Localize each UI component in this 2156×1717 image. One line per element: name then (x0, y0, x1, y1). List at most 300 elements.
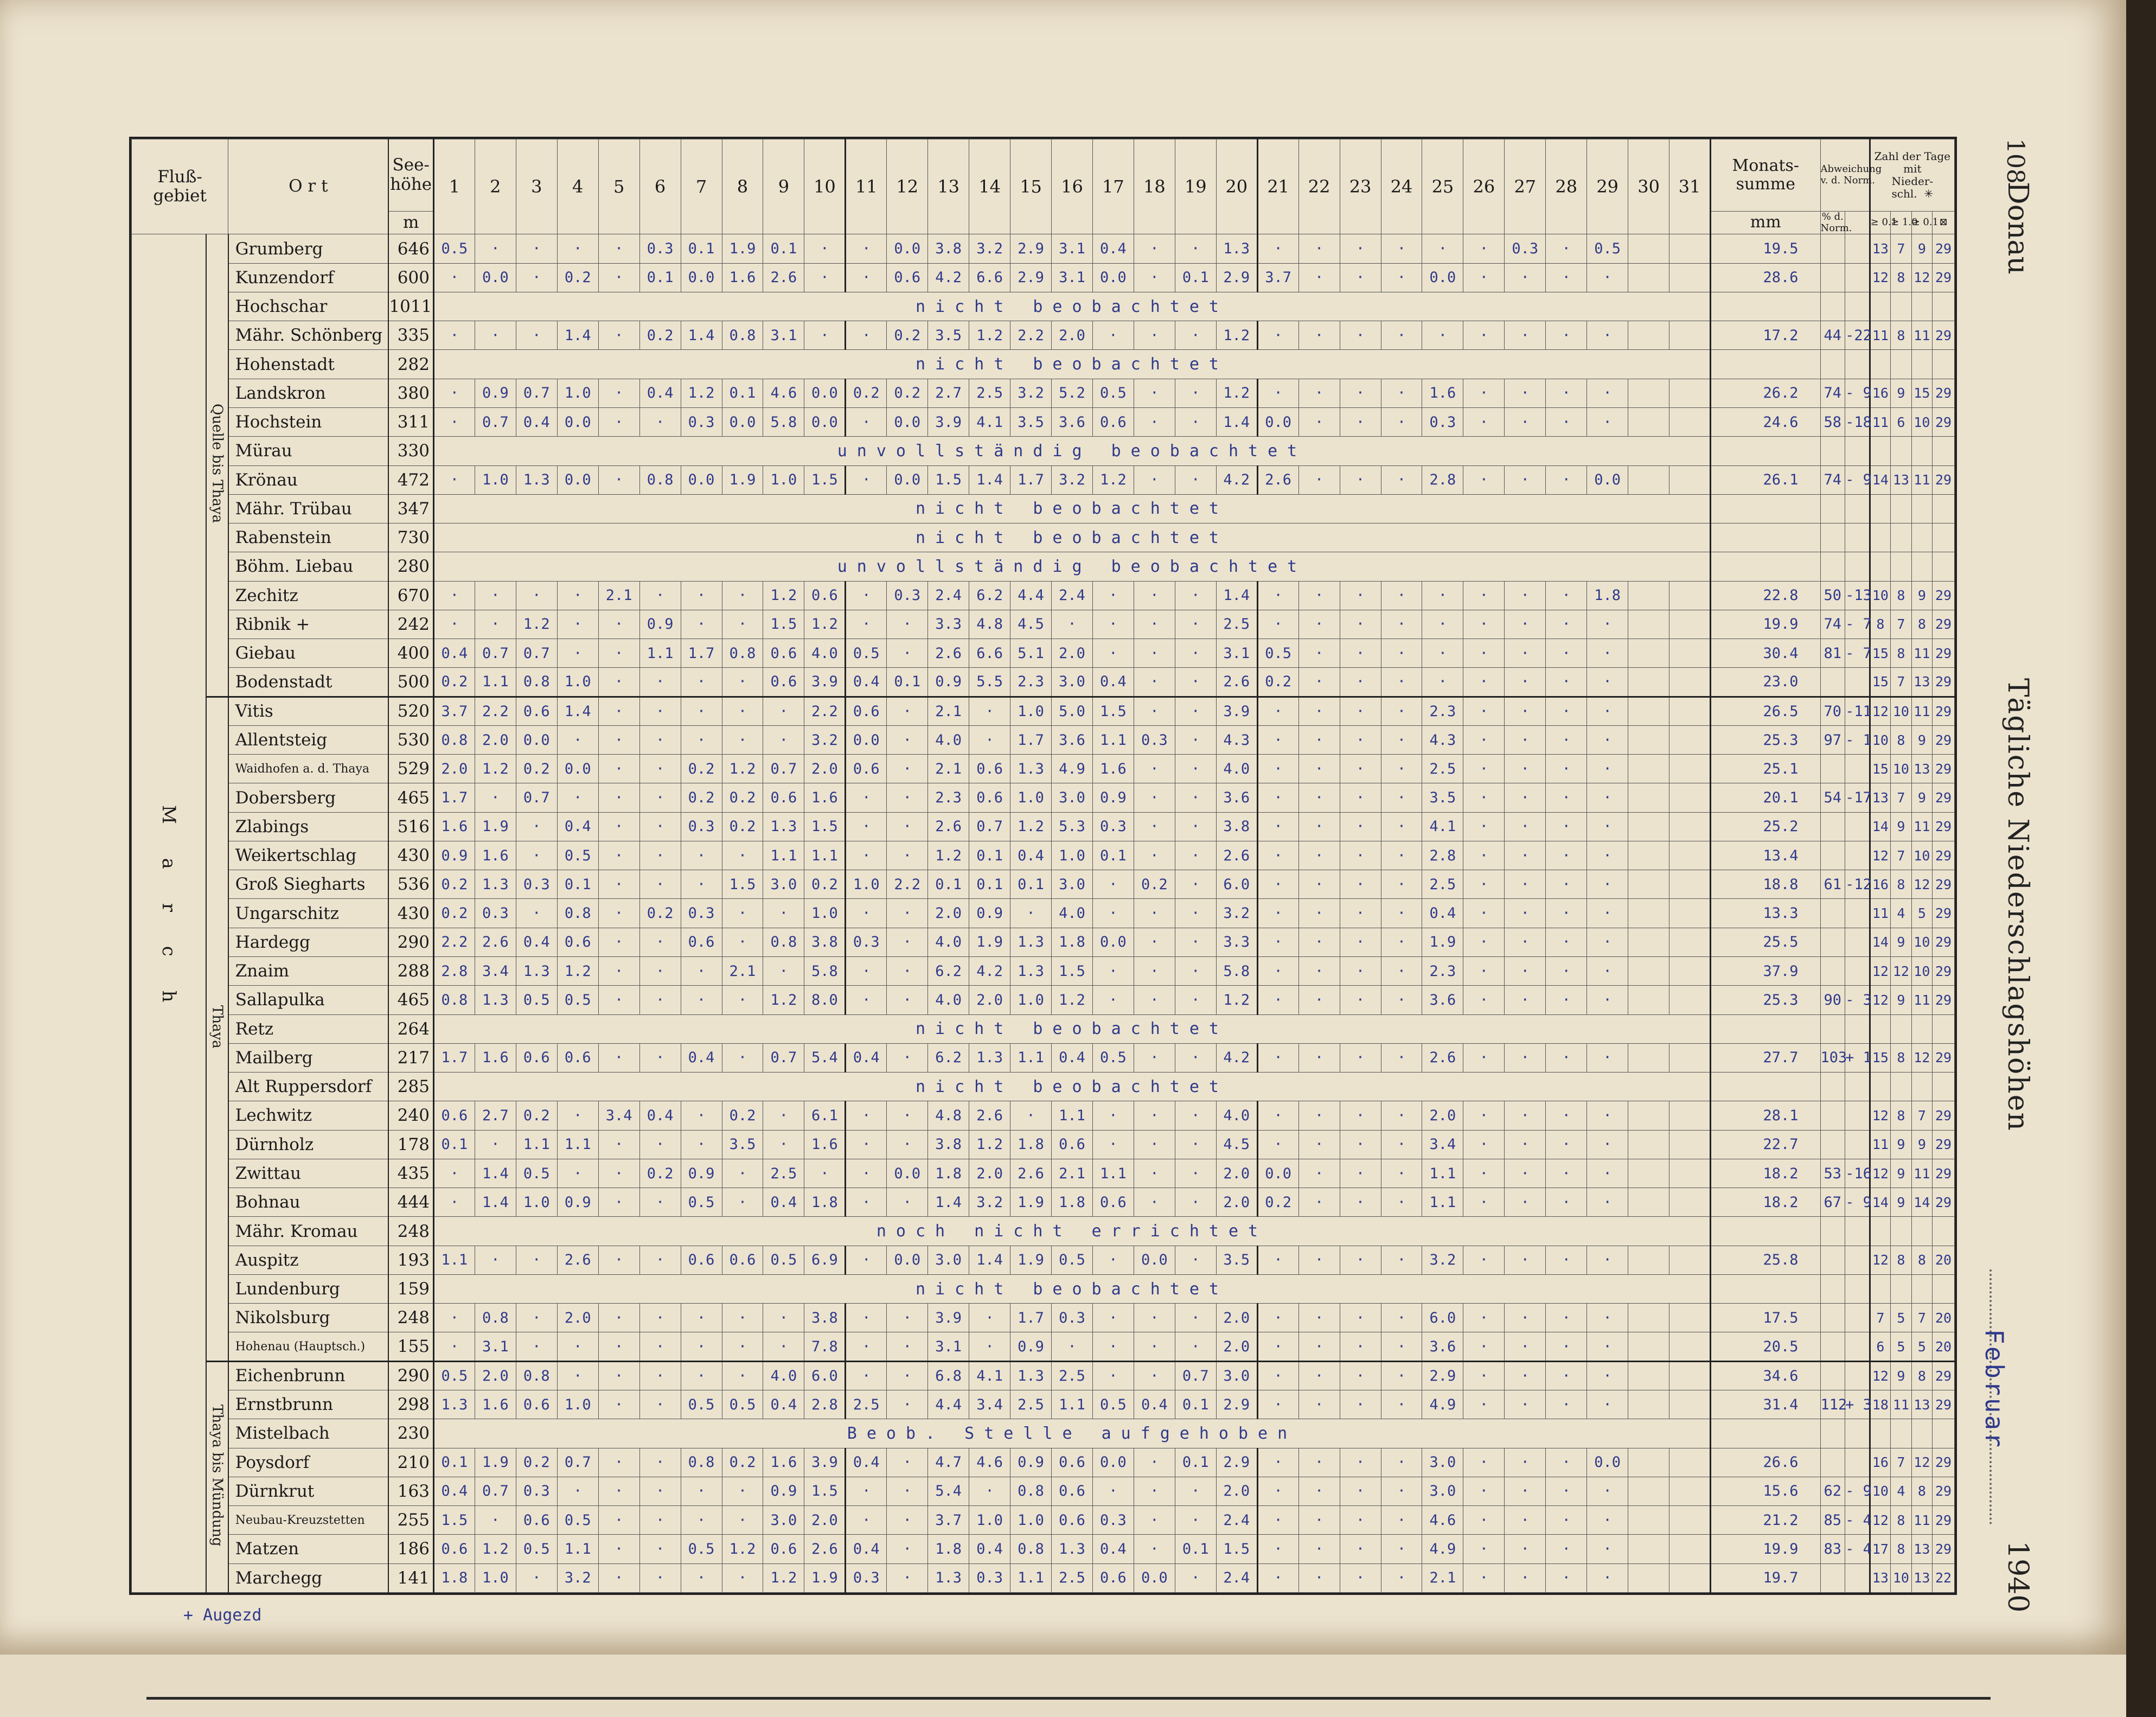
table-row (132, 465, 1955, 494)
daily-value: · (1546, 841, 1587, 870)
daily-value: · (639, 1043, 681, 1072)
station-elevation: 465 (388, 783, 433, 812)
deviation-from-normal: - 7 (1845, 639, 1870, 668)
daily-value: · (433, 263, 475, 292)
daily-value: · (598, 1188, 639, 1217)
daily-value: 1.5 (722, 870, 763, 899)
daily-value: 0.7 (763, 755, 804, 783)
station-elevation: 210 (388, 1448, 433, 1477)
daily-value: · (639, 986, 681, 1014)
daily-value: · (1546, 379, 1587, 407)
daily-value: · (1092, 1304, 1134, 1332)
daily-value: · (1505, 263, 1546, 292)
daily-value: 1.7 (1010, 465, 1052, 494)
deviation-from-normal (1845, 1419, 1870, 1448)
station-name: Mähr. Trübau (228, 494, 389, 523)
daily-value: · (1505, 1159, 1546, 1188)
daily-value: 0.6 (557, 928, 598, 956)
daily-value: 3.2 (1216, 899, 1257, 928)
daily-value: 0.9 (433, 841, 475, 870)
daily-value: 0.4 (969, 1535, 1010, 1563)
daily-value: 1.2 (1052, 986, 1093, 1014)
daily-value: · (1505, 928, 1546, 956)
day-count: 29 (1933, 783, 1955, 812)
day-count: 8 (1911, 1361, 1932, 1390)
daily-value: · (598, 379, 639, 407)
daily-value: 4.6 (969, 1448, 1010, 1477)
daily-value: · (887, 841, 928, 870)
daily-value: 0.0 (1134, 1246, 1175, 1274)
deviation-from-normal: - 9 (1845, 1188, 1870, 1217)
daily-value: · (1298, 986, 1340, 1014)
day-count: 7 (1891, 783, 1911, 812)
daily-value: 1.0 (475, 1563, 516, 1592)
header-ort: O r t (228, 139, 389, 234)
table-row (132, 1014, 1955, 1043)
daily-value: 1.1 (516, 1130, 557, 1159)
daily-value: · (1381, 1563, 1422, 1592)
daily-value: · (1257, 755, 1298, 783)
daily-value: 2.0 (475, 725, 516, 754)
daily-value: · (1546, 1188, 1587, 1217)
daily-value (1628, 755, 1669, 783)
daily-value: 1.1 (557, 1535, 598, 1563)
station-name: Grumberg (228, 234, 389, 263)
daily-value: 0.9 (1092, 783, 1134, 812)
station-name: Hohenstadt (228, 350, 389, 379)
daily-value: · (722, 1361, 763, 1390)
daily-value: · (1134, 263, 1175, 292)
station-elevation: 290 (388, 928, 433, 956)
sub-basin-cell (206, 1361, 228, 1592)
daily-value: 4.2 (969, 957, 1010, 986)
daily-value: 2.0 (1216, 1159, 1257, 1188)
daily-value: · (1092, 899, 1134, 928)
daily-value: 2.0 (969, 986, 1010, 1014)
daily-value (1628, 957, 1669, 986)
daily-value: 4.4 (1010, 581, 1052, 610)
daily-value: · (722, 725, 763, 754)
daily-value: · (1463, 755, 1505, 783)
daily-value: · (598, 465, 639, 494)
daily-value: · (887, 1390, 928, 1419)
daily-value: 6.2 (969, 581, 1010, 610)
daily-value: · (1092, 870, 1134, 899)
daily-value: 1.9 (475, 812, 516, 841)
daily-value: 1.7 (681, 639, 722, 668)
daily-value: 0.0 (557, 465, 598, 494)
deviation-from-normal (1845, 1332, 1870, 1361)
daily-value: 0.7 (763, 1043, 804, 1072)
daily-value: 3.7 (1257, 263, 1298, 292)
day-count (1911, 524, 1932, 552)
daily-value: 0.2 (639, 1159, 681, 1188)
day-count (1933, 1073, 1955, 1101)
daily-value: 3.9 (1216, 697, 1257, 725)
monthly-sum: 20.1 (1711, 783, 1821, 812)
daily-value: · (804, 263, 846, 292)
book-edge (2126, 0, 2156, 1717)
daily-value (1628, 263, 1669, 292)
daily-value: · (722, 841, 763, 870)
deviation-from-normal: - 7 (1845, 610, 1870, 639)
daily-value: · (1587, 1246, 1628, 1274)
station-elevation: 435 (388, 1159, 433, 1188)
daily-value: 0.9 (557, 1188, 598, 1217)
daily-value: 0.4 (1134, 1390, 1175, 1419)
daily-value: · (433, 321, 475, 350)
day-count: 9 (1891, 1159, 1911, 1188)
daily-value: 0.5 (681, 1535, 722, 1563)
daily-value: · (1298, 234, 1340, 263)
daily-value: · (1381, 610, 1422, 639)
day-count: 13 (1911, 1563, 1932, 1592)
pct-of-normal (1820, 350, 1845, 379)
daily-value: · (1298, 755, 1340, 783)
daily-value: 2.6 (1216, 668, 1257, 697)
daily-value: 1.5 (763, 610, 804, 639)
daily-value: 5.8 (1216, 957, 1257, 986)
daily-value: · (1134, 841, 1175, 870)
daily-value (1669, 1101, 1711, 1130)
day-count: 7 (1911, 1101, 1932, 1130)
daily-value: · (1298, 1159, 1340, 1188)
daily-value: · (1505, 899, 1546, 928)
daily-value: · (1134, 928, 1175, 956)
daily-value: · (722, 581, 763, 610)
daily-value: · (1340, 234, 1381, 263)
deviation-from-normal (1845, 1073, 1870, 1101)
daily-value: 0.5 (1092, 379, 1134, 407)
daily-value: 4.0 (1216, 1101, 1257, 1130)
daily-value: · (1381, 321, 1422, 350)
day-count: 15 (1870, 668, 1890, 697)
daily-value: 0.8 (1010, 1477, 1052, 1505)
daily-value: 0.4 (1422, 899, 1463, 928)
daily-value: · (1010, 1101, 1052, 1130)
day-count (1911, 1419, 1932, 1448)
daily-value (1669, 379, 1711, 407)
daily-value: · (722, 986, 763, 1014)
daily-value: 0.0 (1257, 407, 1298, 436)
daily-value (1628, 1332, 1669, 1361)
daily-value (1669, 263, 1711, 292)
daily-value: 3.0 (1052, 870, 1093, 899)
deviation-from-normal: -13 (1845, 581, 1870, 610)
daily-value: 2.6 (763, 263, 804, 292)
day-count: 17 (1870, 1535, 1890, 1563)
day-count (1911, 1217, 1932, 1246)
daily-value: 0.2 (433, 668, 475, 697)
daily-value: · (1175, 234, 1216, 263)
table-row (132, 841, 1955, 870)
day-count (1870, 437, 1890, 465)
table-row (132, 1159, 1955, 1188)
daily-value: · (1463, 783, 1505, 812)
pct-of-normal: 70 (1820, 697, 1845, 725)
daily-value: 0.2 (639, 321, 681, 350)
daily-value: · (1422, 234, 1463, 263)
daily-value: · (1505, 1477, 1546, 1505)
daily-value: 0.7 (516, 783, 557, 812)
daily-value: 1.2 (557, 957, 598, 986)
deviation-from-normal (1845, 1304, 1870, 1332)
daily-value: 0.3 (681, 899, 722, 928)
day-count: 10 (1911, 841, 1932, 870)
day-count: 13 (1870, 783, 1890, 812)
daily-value: · (846, 1130, 887, 1159)
sub-basin-label: Thaya bis Mündung (209, 1404, 226, 1547)
daily-value: · (639, 1448, 681, 1477)
table-row (132, 957, 1955, 986)
daily-value: 1.1 (1052, 1390, 1093, 1419)
station-name: Kunzendorf (228, 263, 389, 292)
pct-of-normal: 112 (1820, 1390, 1845, 1419)
daily-value: 2.2 (475, 697, 516, 725)
daily-value: 4.8 (928, 1101, 969, 1130)
daily-value: · (681, 1130, 722, 1159)
table-row (132, 1304, 1955, 1332)
daily-value: 2.8 (1422, 841, 1463, 870)
daily-value: 0.8 (557, 899, 598, 928)
daily-value: · (1546, 465, 1587, 494)
daily-value: 0.5 (557, 1506, 598, 1535)
station-elevation: 520 (388, 697, 433, 725)
daily-value: · (1298, 957, 1340, 986)
daily-value: · (1134, 1304, 1175, 1332)
daily-value: · (1587, 1535, 1628, 1563)
daily-value: · (846, 1304, 887, 1332)
day-count: 12 (1911, 870, 1932, 899)
day-count: 11 (1911, 465, 1932, 494)
daily-value: 3.2 (1052, 465, 1093, 494)
deviation-from-normal (1845, 1101, 1870, 1130)
daily-value: · (1463, 1361, 1505, 1390)
daily-value: · (1381, 1332, 1422, 1361)
station-elevation: 536 (388, 870, 433, 899)
day-count: 29 (1933, 465, 1955, 494)
daily-value: · (1587, 1101, 1628, 1130)
daily-value: 0.2 (1257, 668, 1298, 697)
table-row (132, 668, 1955, 697)
day-count: 29 (1933, 321, 1955, 350)
daily-value: 0.1 (928, 870, 969, 899)
daily-value: · (598, 812, 639, 841)
daily-value: · (1463, 1477, 1505, 1505)
daily-value: 0.8 (722, 639, 763, 668)
daily-value: · (1257, 1506, 1298, 1535)
daily-value: 0.3 (846, 1563, 887, 1592)
day-count: 8 (1891, 263, 1911, 292)
daily-value: · (846, 234, 887, 263)
daily-value: · (846, 610, 887, 639)
daily-value: 0.0 (887, 465, 928, 494)
daily-value: · (1340, 1304, 1381, 1332)
day-count: 7 (1891, 841, 1911, 870)
daily-value: · (804, 321, 846, 350)
daily-value: 3.6 (1422, 1332, 1463, 1361)
daily-value: 0.3 (639, 234, 681, 263)
daily-value: · (681, 725, 722, 754)
day-count (1870, 292, 1890, 321)
daily-value: · (1587, 1361, 1628, 1390)
daily-value: · (475, 234, 516, 263)
daily-value: · (1298, 1361, 1340, 1390)
daily-value: 1.8 (928, 1159, 969, 1188)
daily-value: · (1134, 1535, 1175, 1563)
day-count: 29 (1933, 639, 1955, 668)
daily-value: · (598, 1043, 639, 1072)
daily-value: 0.7 (475, 407, 516, 436)
station-name: Sallapulka (228, 986, 389, 1014)
station-name: Ribnik + (228, 610, 389, 639)
day-count: 29 (1933, 841, 1955, 870)
daily-value: 2.9 (1216, 1390, 1257, 1419)
daily-value: · (639, 1477, 681, 1505)
daily-value: · (1546, 1563, 1587, 1592)
daily-value: 0.3 (1134, 725, 1175, 754)
daily-value: · (763, 957, 804, 986)
daily-value: 0.5 (681, 1390, 722, 1419)
daily-value: 0.4 (516, 407, 557, 436)
daily-value: 0.5 (1092, 1390, 1134, 1419)
header-day: 3 (516, 139, 557, 234)
day-count: 29 (1933, 1188, 1955, 1217)
daily-value: 1.7 (1010, 725, 1052, 754)
daily-value: · (1463, 1101, 1505, 1130)
daily-value: · (639, 1361, 681, 1390)
daily-value: 3.1 (928, 1332, 969, 1361)
daily-value: · (1505, 379, 1546, 407)
daily-value: 3.8 (804, 928, 846, 956)
daily-value: · (1381, 783, 1422, 812)
monthly-sum: 22.7 (1711, 1130, 1821, 1159)
daily-value: 0.6 (433, 1101, 475, 1130)
daily-value: 3.0 (928, 1246, 969, 1274)
daily-value: · (722, 899, 763, 928)
daily-value: 2.6 (969, 1101, 1010, 1130)
daily-value: 0.3 (681, 812, 722, 841)
day-count (1911, 350, 1932, 379)
daily-value: 0.2 (433, 870, 475, 899)
day-count: 29 (1933, 1361, 1955, 1390)
daily-value: 5.8 (804, 957, 846, 986)
daily-value: 2.0 (1422, 1101, 1463, 1130)
daily-value: · (969, 1477, 1010, 1505)
daily-value: · (598, 841, 639, 870)
day-count: 29 (1933, 234, 1955, 263)
daily-value: · (1298, 581, 1340, 610)
day-count: 7 (1911, 1304, 1932, 1332)
daily-value: 3.8 (1216, 812, 1257, 841)
day-count: 10 (1870, 581, 1890, 610)
daily-value: · (1381, 379, 1422, 407)
daily-value: 2.9 (1010, 263, 1052, 292)
daily-value: · (1175, 465, 1216, 494)
daily-value: · (475, 610, 516, 639)
daily-value: · (722, 610, 763, 639)
daily-value: · (598, 755, 639, 783)
table-row (132, 1217, 1955, 1246)
day-count: 29 (1933, 986, 1955, 1014)
daily-value (1669, 1188, 1711, 1217)
sub-basin-label: Quelle bis Thaya (209, 403, 226, 524)
daily-value: · (1340, 1043, 1381, 1072)
day-count: 7 (1891, 668, 1911, 697)
daily-value: · (846, 1361, 887, 1390)
daily-value: 0.2 (1134, 870, 1175, 899)
daily-value: 0.7 (475, 1477, 516, 1505)
daily-value: · (1257, 1448, 1298, 1477)
header-abweichung: Abweichung v. d. Norm. (1820, 139, 1870, 212)
daily-value: · (1546, 870, 1587, 899)
daily-value: · (1463, 899, 1505, 928)
daily-value: 4.0 (928, 725, 969, 754)
deviation-from-normal (1845, 524, 1870, 552)
daily-value: 0.1 (1175, 1448, 1216, 1477)
daily-value (1669, 407, 1711, 436)
precipitation-table (131, 139, 1955, 1593)
daily-value: 1.4 (557, 697, 598, 725)
daily-value: 0.6 (763, 668, 804, 697)
daily-value: · (598, 1332, 639, 1361)
pct-of-normal (1820, 928, 1845, 956)
daily-value: 2.1 (928, 697, 969, 725)
daily-value: · (1546, 725, 1587, 754)
daily-value: 2.1 (928, 755, 969, 783)
daily-value: · (1381, 870, 1422, 899)
station-elevation: 159 (388, 1274, 433, 1303)
daily-value: 3.1 (475, 1332, 516, 1361)
daily-value: 0.0 (681, 465, 722, 494)
pct-of-normal (1820, 1563, 1845, 1592)
daily-value: 4.1 (1422, 812, 1463, 841)
daily-value: · (1505, 1188, 1546, 1217)
daily-value: · (639, 1332, 681, 1361)
daily-value: · (1134, 321, 1175, 350)
day-count: 8 (1891, 1535, 1911, 1563)
daily-value: · (1463, 1535, 1505, 1563)
daily-value (1669, 697, 1711, 725)
daily-value: · (1463, 928, 1505, 956)
day-count: 14 (1870, 1188, 1890, 1217)
pct-of-normal (1820, 1073, 1845, 1101)
daily-value: 1.1 (1052, 1101, 1093, 1130)
daily-value: · (516, 263, 557, 292)
daily-value: · (639, 1535, 681, 1563)
daily-value: · (1175, 1188, 1216, 1217)
daily-value: 0.4 (433, 1477, 475, 1505)
daily-value (1628, 1477, 1669, 1505)
daily-value: 1.3 (1010, 755, 1052, 783)
deviation-from-normal (1845, 1130, 1870, 1159)
deviation-from-normal (1845, 812, 1870, 841)
daily-value: 0.3 (516, 870, 557, 899)
daily-value: · (1546, 639, 1587, 668)
daily-value: 3.7 (928, 1506, 969, 1535)
day-count: 10 (1891, 697, 1911, 725)
header-day: 10 (804, 139, 846, 234)
day-count: 5 (1911, 1332, 1932, 1361)
daily-value: · (557, 1361, 598, 1390)
daily-value: 1.0 (763, 465, 804, 494)
daily-value: 1.7 (433, 1043, 475, 1072)
daily-value: 1.3 (475, 986, 516, 1014)
header-monatssumme-unit: mm (1711, 212, 1821, 234)
daily-value: 1.6 (804, 1130, 846, 1159)
month-label: Februar (1980, 1329, 2009, 1450)
pct-of-normal (1820, 957, 1845, 986)
